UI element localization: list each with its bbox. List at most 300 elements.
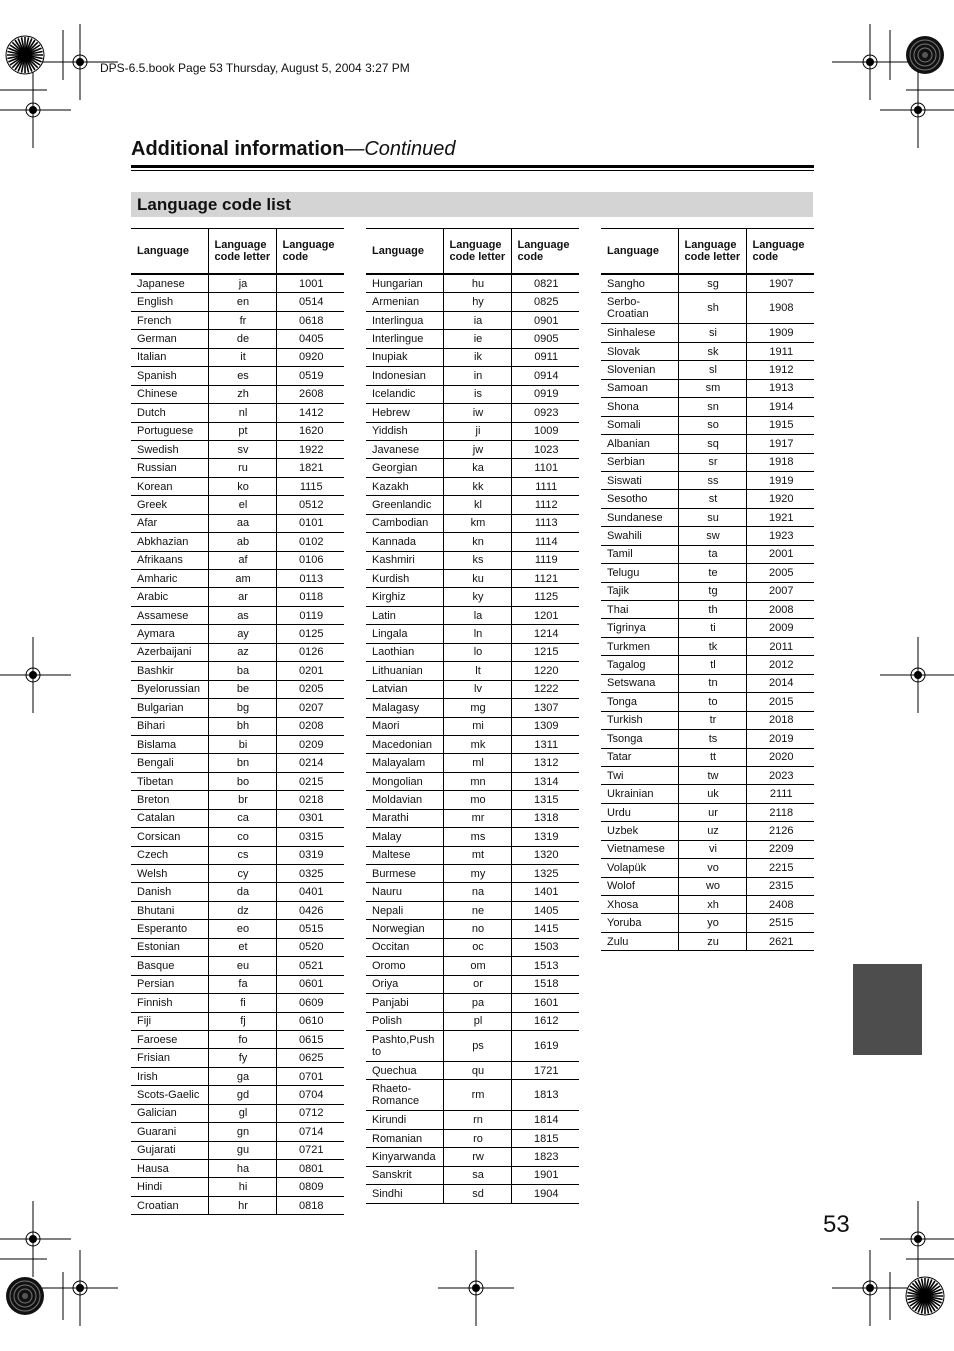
- letter-cell: hi: [208, 1178, 276, 1196]
- code-cell: 2118: [746, 803, 814, 821]
- table-row: [131, 1196, 344, 1214]
- code-cell: 0515: [276, 920, 344, 938]
- chapter-tab: [853, 964, 922, 1055]
- letter-cell: bo: [208, 772, 276, 790]
- letter-cell: xh: [678, 896, 746, 914]
- language-cell: Sanskrit: [366, 1166, 443, 1184]
- language-cell: Xhosa: [601, 896, 678, 914]
- language-cell: Greek: [131, 496, 208, 514]
- language-cell: Breton: [131, 791, 208, 809]
- code-cell: 0712: [276, 1104, 344, 1122]
- code-cell: 1115: [276, 477, 344, 495]
- letter-cell: is: [443, 385, 511, 403]
- language-cell: Serbian: [601, 453, 678, 471]
- code-cell: 0401: [276, 883, 344, 901]
- code-cell: 0905: [511, 330, 579, 348]
- table-row: [131, 311, 344, 329]
- code-cell: 2019: [746, 730, 814, 748]
- language-code-table-3: [601, 228, 814, 951]
- page-title-continued: —Continued: [344, 138, 456, 160]
- letter-cell: st: [678, 490, 746, 508]
- language-cell: Kannada: [366, 533, 443, 551]
- language-cell: Laothian: [366, 643, 443, 661]
- code-cell: 0214: [276, 754, 344, 772]
- code-cell: 2015: [746, 693, 814, 711]
- table-row: [131, 643, 344, 661]
- letter-cell: da: [208, 883, 276, 901]
- table-row: [601, 766, 814, 784]
- table-row: [601, 674, 814, 692]
- table-row: [366, 348, 579, 366]
- code-cell: 0405: [276, 330, 344, 348]
- table-row: [601, 822, 814, 840]
- language-cell: Oriya: [366, 975, 443, 993]
- language-cell: Estonian: [131, 938, 208, 956]
- table-row: [131, 551, 344, 569]
- code-cell: 0119: [276, 606, 344, 624]
- code-cell: 1612: [511, 1012, 579, 1030]
- table-row: [601, 342, 814, 360]
- table-row: [366, 440, 579, 458]
- language-cell: Mongolian: [366, 772, 443, 790]
- code-cell: 1111: [511, 477, 579, 495]
- letter-cell: zh: [208, 385, 276, 403]
- language-cell: Kirghiz: [366, 588, 443, 606]
- code-cell: 1912: [746, 361, 814, 379]
- letter-cell: ku: [443, 570, 511, 588]
- letter-cell: ta: [678, 545, 746, 563]
- code-cell: 0618: [276, 311, 344, 329]
- language-cell: Tagalog: [601, 656, 678, 674]
- table-row: [131, 772, 344, 790]
- language-cell: Irish: [131, 1067, 208, 1085]
- letter-cell: dz: [208, 901, 276, 919]
- language-cell: French: [131, 311, 208, 329]
- code-cell: 1908: [746, 293, 814, 324]
- page-number: 53: [823, 1211, 850, 1238]
- letter-cell: fy: [208, 1049, 276, 1067]
- code-cell: 2011: [746, 637, 814, 655]
- language-cell: Turkish: [601, 711, 678, 729]
- code-cell: 0218: [276, 791, 344, 809]
- language-cell: Hungarian: [366, 274, 443, 293]
- letter-cell: sk: [678, 342, 746, 360]
- table-row: [366, 699, 579, 717]
- code-cell: 0426: [276, 901, 344, 919]
- code-cell: 1619: [511, 1030, 579, 1061]
- table-row: [366, 625, 579, 643]
- letter-cell: ka: [443, 459, 511, 477]
- letter-cell: ay: [208, 625, 276, 643]
- language-cell: Latin: [366, 606, 443, 624]
- code-cell: 1412: [276, 404, 344, 422]
- table-row: [131, 938, 344, 956]
- code-cell: 0201: [276, 662, 344, 680]
- code-cell: 2020: [746, 748, 814, 766]
- letter-cell: tl: [678, 656, 746, 674]
- language-cell: Ukrainian: [601, 785, 678, 803]
- table-row: [366, 1111, 579, 1129]
- language-cell: Japanese: [131, 274, 208, 293]
- table-row: [601, 471, 814, 489]
- language-cell: Croatian: [131, 1196, 208, 1214]
- column-header-letter: Language code letter: [208, 229, 276, 275]
- letter-cell: tk: [678, 637, 746, 655]
- code-cell: 1601: [511, 994, 579, 1012]
- letter-cell: ik: [443, 348, 511, 366]
- letter-cell: rw: [443, 1148, 511, 1166]
- letter-cell: oc: [443, 938, 511, 956]
- column-header-letter: Language code letter: [443, 229, 511, 275]
- language-cell: Russian: [131, 459, 208, 477]
- letter-cell: fa: [208, 975, 276, 993]
- code-cell: 0215: [276, 772, 344, 790]
- table-row: [601, 324, 814, 342]
- code-cell: 0911: [511, 348, 579, 366]
- code-cell: 1315: [511, 791, 579, 809]
- letter-cell: vo: [678, 859, 746, 877]
- table-row: [366, 754, 579, 772]
- language-cell: Urdu: [601, 803, 678, 821]
- code-cell: 0610: [276, 1012, 344, 1030]
- table-row: [366, 735, 579, 753]
- code-cell: 1821: [276, 459, 344, 477]
- language-cell: Sindhi: [366, 1185, 443, 1203]
- language-cell: Scots-Gaelic: [131, 1086, 208, 1104]
- table-row: [366, 994, 579, 1012]
- table-row: [366, 975, 579, 993]
- table-row: [366, 477, 579, 495]
- language-cell: Moldavian: [366, 791, 443, 809]
- code-cell: 1009: [511, 422, 579, 440]
- table-row: [601, 896, 814, 914]
- title-rule-thin: [131, 170, 814, 171]
- letter-cell: rn: [443, 1111, 511, 1129]
- letter-cell: kn: [443, 533, 511, 551]
- code-cell: 0919: [511, 385, 579, 403]
- language-cell: Aymara: [131, 625, 208, 643]
- letter-cell: sv: [208, 440, 276, 458]
- table-row: [366, 1148, 579, 1166]
- letter-cell: tg: [678, 582, 746, 600]
- print-header: DPS-6.5.book Page 53 Thursday, August 5, 2004 3:27 PM: [100, 61, 410, 75]
- table-row: [131, 1012, 344, 1030]
- language-cell: Marathi: [366, 809, 443, 827]
- title-rule-thick: [131, 165, 814, 168]
- code-cell: 0818: [276, 1196, 344, 1214]
- code-cell: 0125: [276, 625, 344, 643]
- code-cell: 1813: [511, 1080, 579, 1111]
- table-row: [131, 422, 344, 440]
- code-cell: 2014: [746, 674, 814, 692]
- letter-cell: kl: [443, 496, 511, 514]
- code-cell: 0325: [276, 865, 344, 883]
- code-cell: 1909: [746, 324, 814, 342]
- code-cell: 1325: [511, 865, 579, 883]
- table-row: [601, 693, 814, 711]
- code-cell: 1815: [511, 1129, 579, 1147]
- code-cell: 2126: [746, 822, 814, 840]
- code-cell: 1119: [511, 551, 579, 569]
- letter-cell: tw: [678, 766, 746, 784]
- letter-cell: el: [208, 496, 276, 514]
- code-cell: 1923: [746, 527, 814, 545]
- language-cell: Welsh: [131, 865, 208, 883]
- letter-cell: no: [443, 920, 511, 938]
- code-cell: 1920: [746, 490, 814, 508]
- table-row: [601, 274, 814, 293]
- table-row: [601, 435, 814, 453]
- language-cell: Corsican: [131, 828, 208, 846]
- language-cell: English: [131, 293, 208, 311]
- code-cell: 2007: [746, 582, 814, 600]
- letter-cell: te: [678, 564, 746, 582]
- language-cell: Amharic: [131, 570, 208, 588]
- language-cell: Sundanese: [601, 508, 678, 526]
- language-cell: Wolof: [601, 877, 678, 895]
- code-cell: 0521: [276, 957, 344, 975]
- letter-cell: cy: [208, 865, 276, 883]
- code-cell: 2408: [746, 896, 814, 914]
- letter-cell: ie: [443, 330, 511, 348]
- code-cell: 1222: [511, 680, 579, 698]
- language-cell: Malayalam: [366, 754, 443, 772]
- letter-cell: si: [678, 324, 746, 342]
- language-cell: Telugu: [601, 564, 678, 582]
- table-row: [131, 1104, 344, 1122]
- code-cell: 2023: [746, 766, 814, 784]
- letter-cell: bn: [208, 754, 276, 772]
- letter-cell: fo: [208, 1030, 276, 1048]
- letter-cell: gn: [208, 1123, 276, 1141]
- table-row: [366, 1080, 579, 1111]
- code-cell: 1201: [511, 606, 579, 624]
- table-row: [131, 533, 344, 551]
- code-cell: 0209: [276, 735, 344, 753]
- table-row: [366, 828, 579, 846]
- language-cell: Lithuanian: [366, 662, 443, 680]
- letter-cell: tr: [678, 711, 746, 729]
- section-title: Language code list: [137, 195, 291, 214]
- table-row: [131, 975, 344, 993]
- code-cell: 1307: [511, 699, 579, 717]
- language-cell: Thai: [601, 601, 678, 619]
- letter-cell: as: [208, 606, 276, 624]
- language-cell: Italian: [131, 348, 208, 366]
- page-title: [131, 138, 456, 161]
- code-cell: 1101: [511, 459, 579, 477]
- language-cell: Gujarati: [131, 1141, 208, 1159]
- table-row: [131, 791, 344, 809]
- language-cell: Kashmiri: [366, 551, 443, 569]
- table-row: [366, 809, 579, 827]
- table-row: [131, 828, 344, 846]
- table-row: [131, 1049, 344, 1067]
- language-cell: Spanish: [131, 367, 208, 385]
- table-row: [131, 348, 344, 366]
- letter-cell: be: [208, 680, 276, 698]
- letter-cell: la: [443, 606, 511, 624]
- letter-cell: gu: [208, 1141, 276, 1159]
- letter-cell: uk: [678, 785, 746, 803]
- table-row: [366, 772, 579, 790]
- language-cell: Portuguese: [131, 422, 208, 440]
- letter-cell: sq: [678, 435, 746, 453]
- language-cell: Swedish: [131, 440, 208, 458]
- language-cell: Romanian: [366, 1129, 443, 1147]
- letter-cell: to: [678, 693, 746, 711]
- language-cell: Tigrinya: [601, 619, 678, 637]
- table-row: [601, 398, 814, 416]
- table-row: [366, 1061, 579, 1079]
- table-row: [601, 656, 814, 674]
- language-cell: Yoruba: [601, 914, 678, 932]
- table-row: [366, 274, 579, 293]
- letter-cell: hy: [443, 293, 511, 311]
- code-cell: 0809: [276, 1178, 344, 1196]
- letter-cell: lt: [443, 662, 511, 680]
- language-cell: Occitan: [366, 938, 443, 956]
- table-row: [601, 748, 814, 766]
- code-cell: 1913: [746, 379, 814, 397]
- table-row: [131, 1123, 344, 1141]
- table-row: [366, 588, 579, 606]
- language-cell: Azerbaijani: [131, 643, 208, 661]
- code-cell: 0106: [276, 551, 344, 569]
- language-cell: Greenlandic: [366, 496, 443, 514]
- language-cell: Danish: [131, 883, 208, 901]
- language-cell: Hausa: [131, 1160, 208, 1178]
- language-cell: Interlingue: [366, 330, 443, 348]
- code-cell: 0319: [276, 846, 344, 864]
- table-row: [601, 361, 814, 379]
- letter-cell: vi: [678, 840, 746, 858]
- letter-cell: th: [678, 601, 746, 619]
- letter-cell: ne: [443, 901, 511, 919]
- language-cell: Swahili: [601, 527, 678, 545]
- code-cell: 1922: [276, 440, 344, 458]
- letter-cell: my: [443, 865, 511, 883]
- letter-cell: mn: [443, 772, 511, 790]
- code-cell: 1112: [511, 496, 579, 514]
- column-header-code: Language code: [276, 229, 344, 275]
- table-row: [131, 699, 344, 717]
- table-row: [366, 570, 579, 588]
- table-row: [131, 1030, 344, 1048]
- table-row: [601, 803, 814, 821]
- table-row: [366, 311, 579, 329]
- letter-cell: cs: [208, 846, 276, 864]
- letter-cell: ur: [678, 803, 746, 821]
- letter-cell: sh: [678, 293, 746, 324]
- table-row: [601, 619, 814, 637]
- language-cell: Catalan: [131, 809, 208, 827]
- code-cell: 1919: [746, 471, 814, 489]
- letter-cell: nl: [208, 404, 276, 422]
- letter-cell: ab: [208, 533, 276, 551]
- language-cell: Dutch: [131, 404, 208, 422]
- language-cell: Volapük: [601, 859, 678, 877]
- code-cell: 0118: [276, 588, 344, 606]
- code-cell: 2515: [746, 914, 814, 932]
- letter-cell: aa: [208, 514, 276, 532]
- code-cell: 1114: [511, 533, 579, 551]
- code-cell: 1823: [511, 1148, 579, 1166]
- language-cell: Siswati: [601, 471, 678, 489]
- letter-cell: ar: [208, 588, 276, 606]
- language-cell: Burmese: [366, 865, 443, 883]
- letter-cell: ln: [443, 625, 511, 643]
- language-cell: Shona: [601, 398, 678, 416]
- letter-cell: az: [208, 643, 276, 661]
- language-cell: Rhaeto-Romance: [366, 1080, 443, 1111]
- code-cell: 2608: [276, 385, 344, 403]
- language-cell: Bislama: [131, 735, 208, 753]
- code-cell: 0519: [276, 367, 344, 385]
- language-cell: Afar: [131, 514, 208, 532]
- language-cell: Albanian: [601, 435, 678, 453]
- code-cell: 1721: [511, 1061, 579, 1079]
- letter-cell: ha: [208, 1160, 276, 1178]
- language-cell: Nepali: [366, 901, 443, 919]
- table-row: [601, 527, 814, 545]
- language-cell: Macedonian: [366, 735, 443, 753]
- table-row: [601, 914, 814, 932]
- language-cell: Finnish: [131, 994, 208, 1012]
- language-cell: Bulgarian: [131, 699, 208, 717]
- language-cell: Zulu: [601, 932, 678, 950]
- table-row: [131, 440, 344, 458]
- table-row: [366, 1166, 579, 1184]
- code-cell: 1319: [511, 828, 579, 846]
- table-row: [366, 920, 579, 938]
- letter-cell: wo: [678, 877, 746, 895]
- table-row: [601, 877, 814, 895]
- letter-cell: in: [443, 367, 511, 385]
- table-row: [131, 754, 344, 772]
- language-cell: German: [131, 330, 208, 348]
- language-cell: Maltese: [366, 846, 443, 864]
- letter-cell: qu: [443, 1061, 511, 1079]
- language-cell: Galician: [131, 1104, 208, 1122]
- language-cell: Uzbek: [601, 822, 678, 840]
- table-row: [366, 533, 579, 551]
- code-cell: 1023: [511, 440, 579, 458]
- table-row: [366, 1185, 579, 1203]
- code-cell: 0920: [276, 348, 344, 366]
- table-row: [131, 514, 344, 532]
- letter-cell: fi: [208, 994, 276, 1012]
- code-cell: 1113: [511, 514, 579, 532]
- language-cell: Guarani: [131, 1123, 208, 1141]
- language-cell: Interlingua: [366, 311, 443, 329]
- code-cell: 1125: [511, 588, 579, 606]
- table-row: [366, 551, 579, 569]
- code-cell: 0914: [511, 367, 579, 385]
- table-row: [366, 643, 579, 661]
- language-cell: Kazakh: [366, 477, 443, 495]
- column-header-language: Language: [131, 229, 208, 275]
- table-row: [131, 385, 344, 403]
- language-cell: Abkhazian: [131, 533, 208, 551]
- letter-cell: ga: [208, 1067, 276, 1085]
- letter-cell: mg: [443, 699, 511, 717]
- code-cell: 0601: [276, 975, 344, 993]
- letter-cell: fr: [208, 311, 276, 329]
- code-cell: 1401: [511, 883, 579, 901]
- code-cell: 1314: [511, 772, 579, 790]
- language-cell: Hindi: [131, 1178, 208, 1196]
